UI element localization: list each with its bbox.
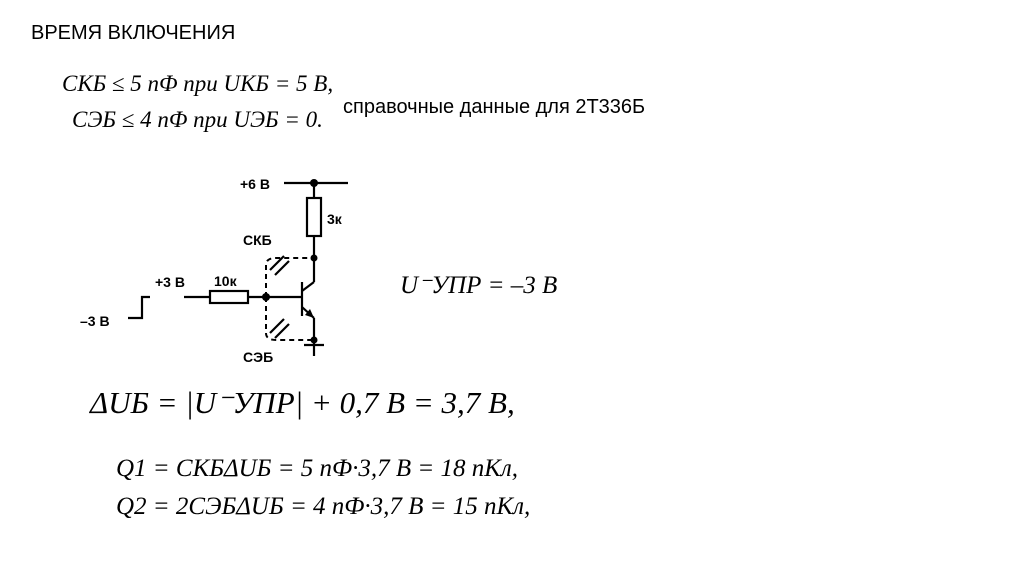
supply-label: +6 В: [240, 176, 270, 192]
transistor-collector: [302, 282, 314, 291]
q2-formula: Q2 = 2CЭБΔUБ = 4 nФ·3,7 В = 15 nКл,: [116, 493, 531, 520]
input-step-waveform: [128, 297, 150, 318]
ceb-dashed-path: [266, 297, 314, 340]
u-vpr-formula: U⁻УПР = –3 В: [400, 272, 558, 299]
base-resistor: [210, 291, 248, 303]
collector-resistor-label: 3к: [327, 211, 342, 227]
input-high-label: +3 В: [155, 274, 185, 290]
ckb-dashed-path: [266, 258, 314, 297]
collector-resistor: [307, 198, 321, 236]
ceb-label: CЭБ: [243, 349, 274, 365]
base-resistor-label: 10к: [214, 273, 237, 289]
q1-formula: Q1 = CКБΔUБ = 5 nФ·3,7 В = 18 nКл,: [116, 455, 519, 482]
input-low-label: –3 В: [80, 313, 110, 329]
condition-ckb: CКБ ≤ 5 nФ при UКБ = 5 В,: [62, 71, 334, 96]
reference-note: справочные данные для 2Т336Б: [343, 96, 646, 118]
condition-ceb: CЭБ ≤ 4 nФ при UЭБ = 0.: [72, 107, 323, 132]
delta-ub-formula: ΔUБ = |U⁻УПР| + 0,7 В = 3,7 В,: [90, 385, 515, 420]
slide-title: ВРЕМЯ ВКЛЮЧЕНИЯ: [31, 22, 236, 44]
ckb-label: CКБ: [243, 232, 272, 248]
